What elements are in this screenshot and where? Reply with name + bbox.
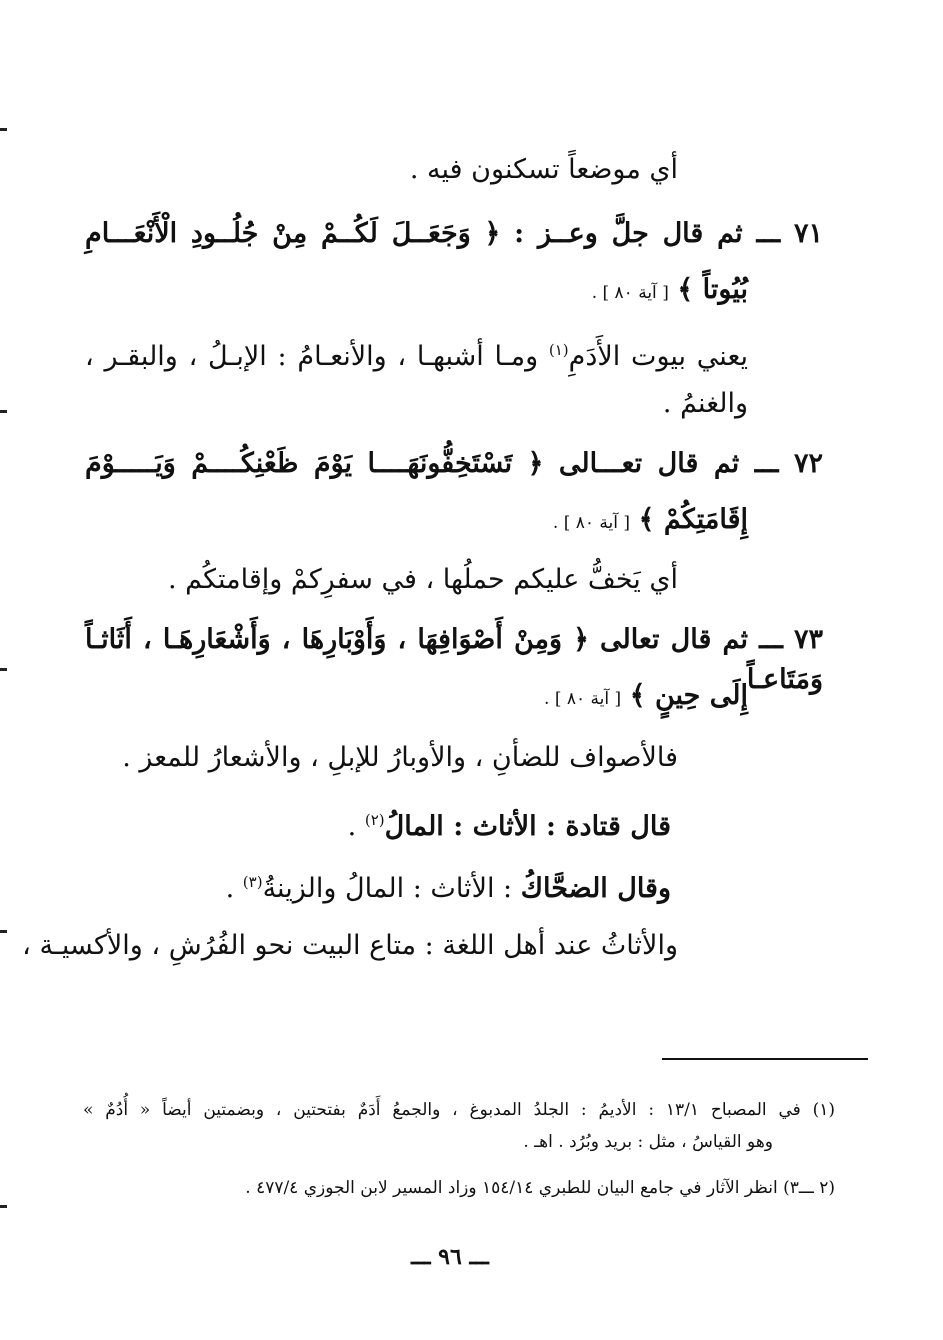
footnote-divider [662,1058,868,1060]
commentary-line [122,738,678,778]
commentary-text: وقال الضحَّاكُ [520,873,671,904]
verse-text: إِلَى حِينٍ ﴾ [629,680,748,711]
verse-number: ٧٢ ـــ [754,448,823,479]
verse-72-line-2 [553,500,748,543]
verse-text: بُيُوتاً ﴾ [677,274,748,305]
commentary-text: فالأصواف للضأنِ ، والأوبارُ للإبلِ ، والأشعارُ للمعز . [122,742,678,773]
footnote-text: (١) في المصباح ١٣/١ : الأديمُ : الجلدُ المدبوغ ، والجمعُ أَدَمٌ بفتحتين ، وبضمتين أيضاً « أُدُمٌ » [83,1100,835,1120]
commentary-line [85,330,748,377]
scan-mark [0,930,7,933]
verse-text: ثم قال تعـــالى ﴿ تَسْتَخِفُّونَهَــــا يَوْمَ ظَعْنِكُــــمْ وَيَـــــوْمَ [85,448,740,479]
verse-text: إِقَامَتِكُمْ ﴾ [638,504,748,535]
verse-text: ثم قال جلَّ وعــز : ﴿ وَجَعَــلَ لَكُــمْ مِنْ جُلُــودِ الْأَنْعَـــامِ [85,218,743,249]
scan-mark [0,668,7,671]
commentary-line [348,800,671,847]
scan-mark [0,1205,7,1208]
verse-reference: [ آية ٨٠ ] . [552,513,631,533]
scan-mark [0,128,7,131]
verse-72-line-1 [85,444,823,484]
verse-number: ٧١ ـــ [756,218,823,249]
verse-71-line-2 [592,270,748,313]
commentary-line [22,926,678,966]
verse-reference: [ آية ٨٠ ] . [591,283,669,303]
commentary-line [168,560,678,600]
scan-mark [0,410,7,413]
commentary-text: . [225,873,235,904]
commentary-text: أي يَخفُّ عليكم حملُها ، في سفرِكمْ وإقامتكُم . [167,564,678,595]
footnote-marker: (١) [548,341,569,359]
footnote-marker: (٣) [242,873,263,891]
footnote-1-line-1 [83,1096,835,1124]
commentary-text: : الأثاث : المالُ والزينةُ [262,873,513,904]
footnote-marker: (٢) [364,811,385,829]
commentary-text: والأثاثُ عند أهل اللغة : متاع البيت نحو الفُرُشِ ، والأكسيـة ، [22,930,678,961]
verse-71-line-1 [85,214,823,254]
commentary-text: يعني بيوت الأَدَمِ [568,341,748,372]
verse-text: ثم قال تعالى ﴿ وَمِنْ أَصْوَافِهَا ، وَأَوْبَارِهَا ، وَأَشْعَارِهَـا ، أَثَاثـاً وَمَتَاعـاً [85,624,823,695]
footnote-2 [245,1174,835,1202]
text-line-content: أي موضعاً تسكنون فيه . [409,154,678,185]
commentary-text: والغنمُ . [662,388,748,419]
footnote-1-line-2 [523,1128,773,1156]
commentary-line [663,384,748,424]
footnote-text: (٢ ـــ٣) انظر الآثار في جامع البيان للطبري ١٥٤/١٤ وزاد المسير لابن الجوزي ٤٧٧/٤ . [245,1178,835,1198]
footnote-text: وهو القياسُ ، مثل : بريد وبُرُد . اهـ . [523,1132,773,1152]
page-number: ـــ ٩٦ ـــ [411,1244,489,1270]
verse-number: ٧٣ ـــ [759,624,824,655]
commentary-line [226,862,671,909]
commentary-text: ومـا أشبهـا ، والأنعـامُ : الإبـلُ ، والبقـر ، [85,341,539,372]
text-line [410,150,678,190]
commentary-text: . [347,811,357,842]
commentary-text: قال قتادة : الأثاث : المالُ [384,811,671,842]
verse-reference: [ آية ٨٠ ] . [544,689,622,709]
verse-73-line-2 [544,676,748,719]
